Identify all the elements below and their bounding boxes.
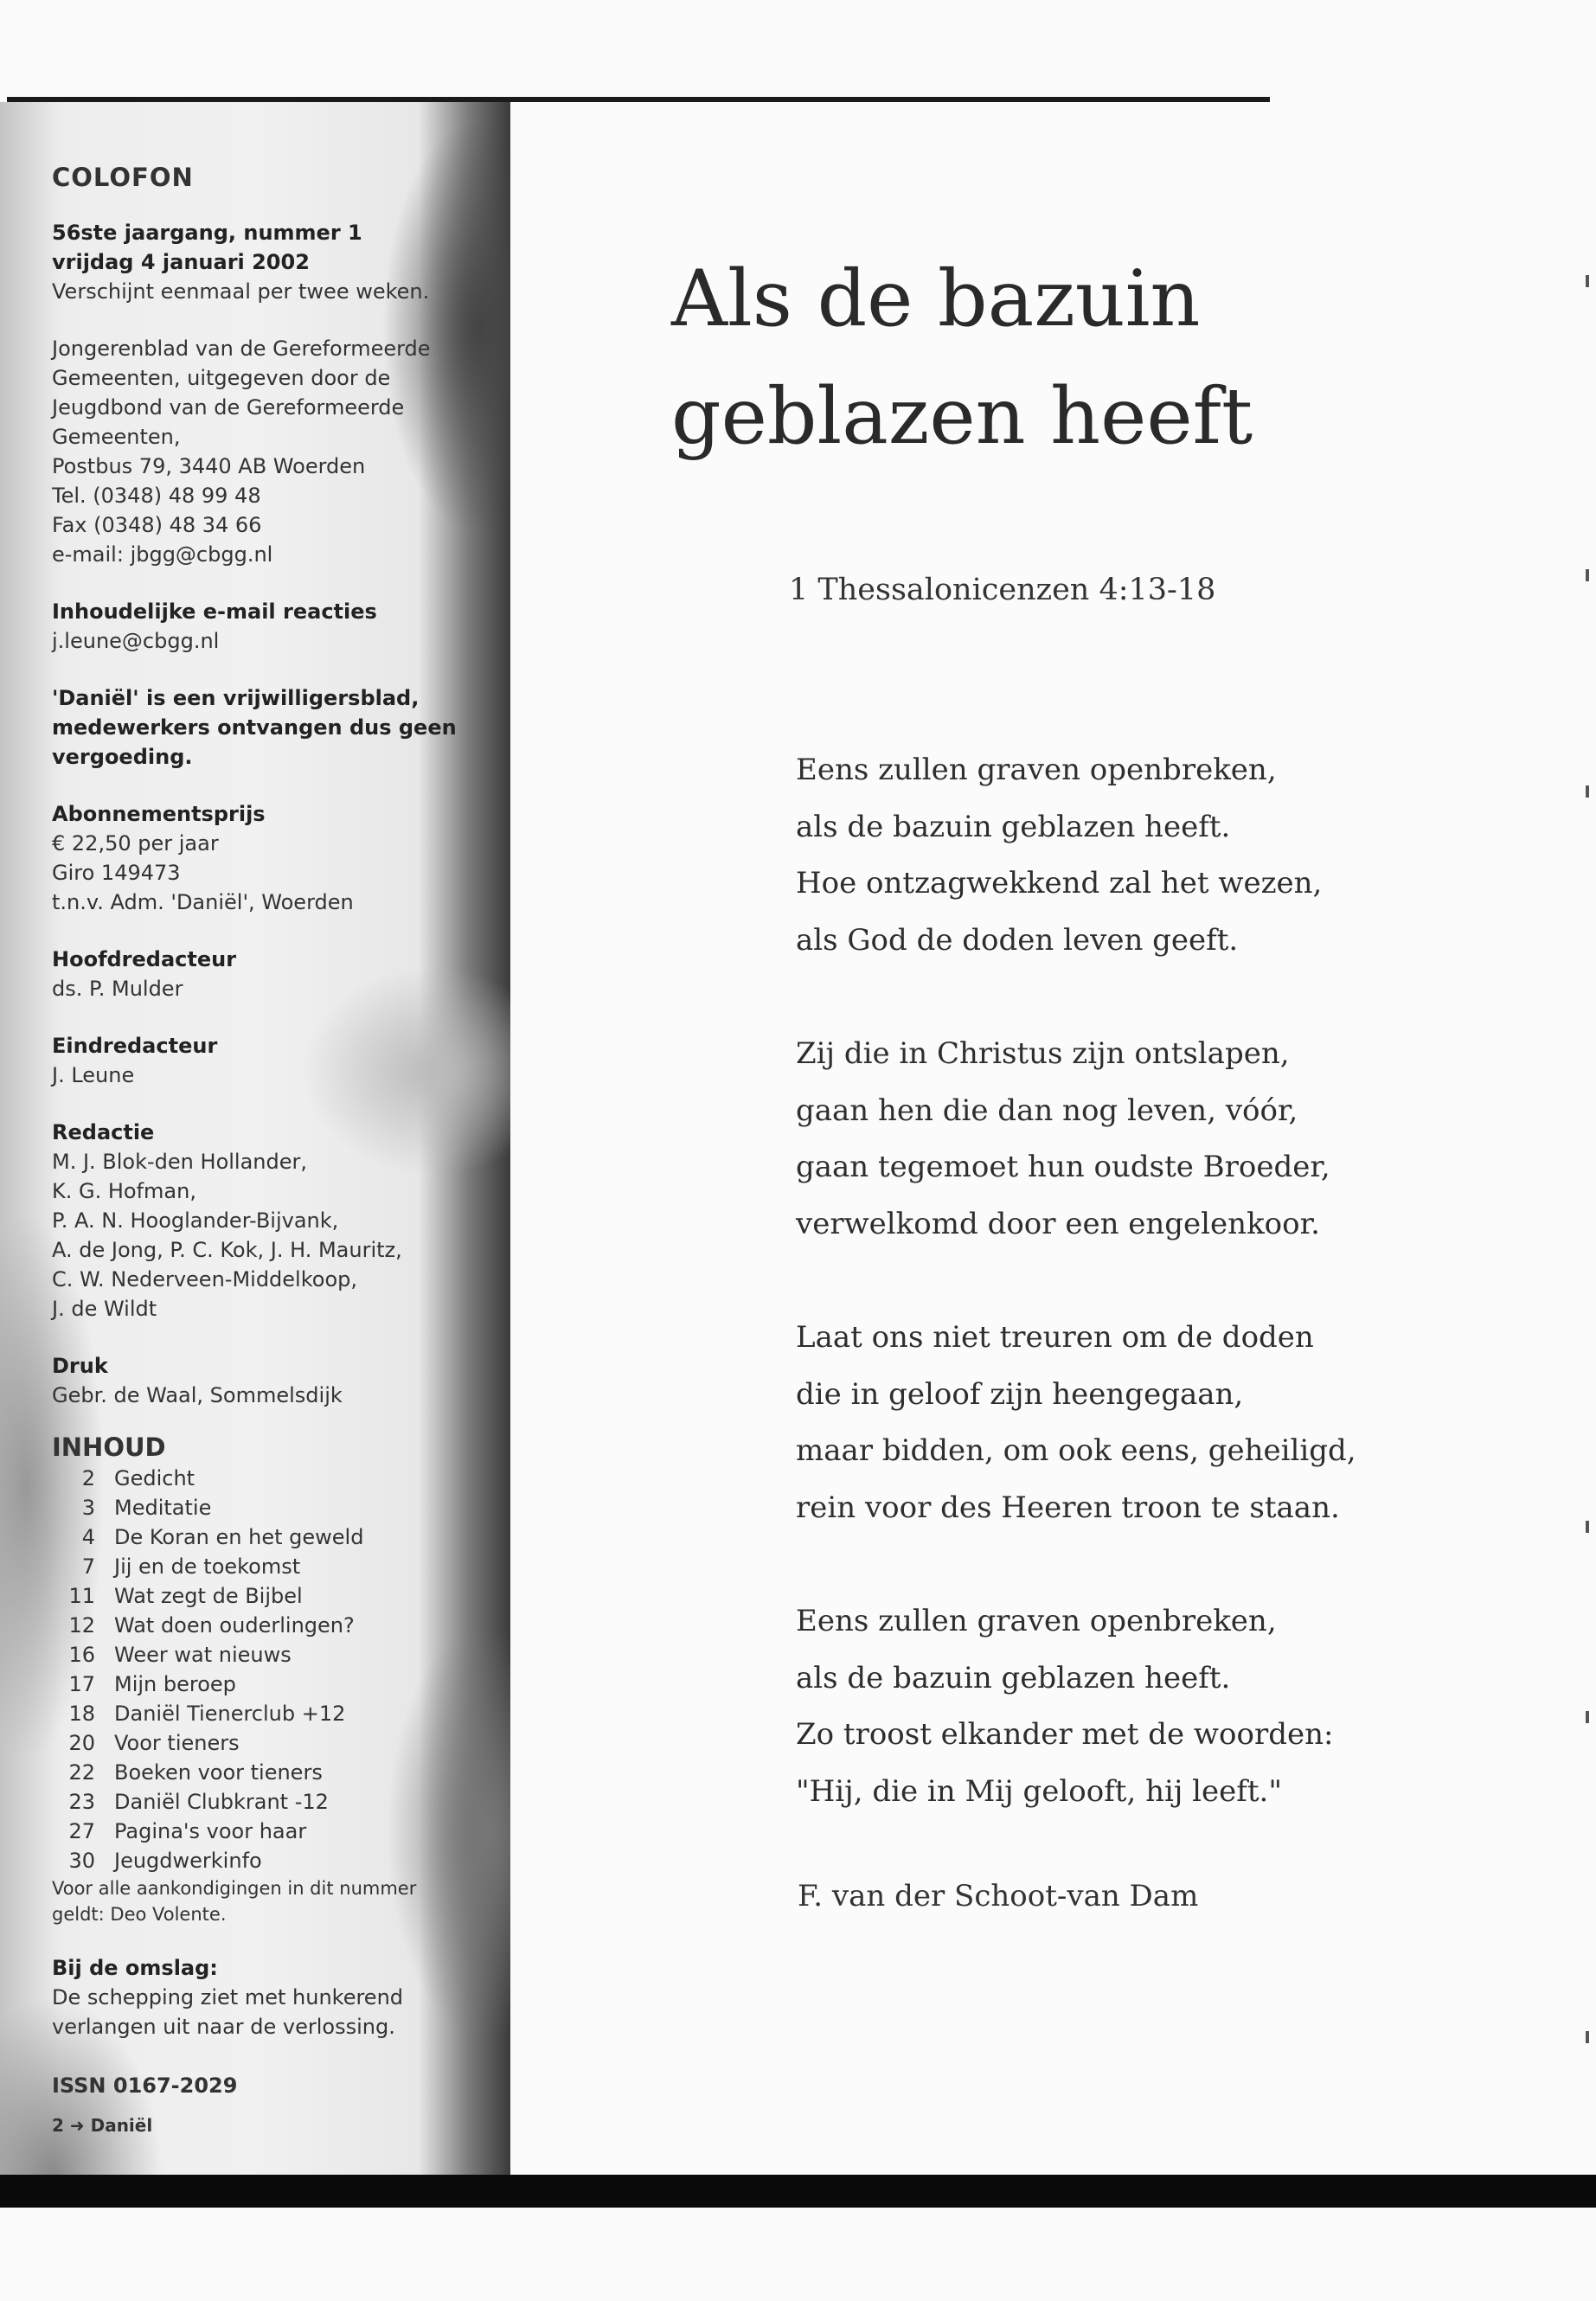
poem-line: Hoe ontzagwekkend zal het wezen, xyxy=(796,866,1323,901)
deo-volente-note xyxy=(52,1875,458,1927)
contents-item xyxy=(52,1611,458,1640)
colofon-sidebar xyxy=(0,102,510,2175)
contents-item xyxy=(52,1758,458,1787)
poem-line: als de bazuin geblazen heeft. xyxy=(796,1660,1231,1695)
poem-line: gaan tegemoet hun oudste Broeder, xyxy=(796,1150,1330,1184)
contents-page: 16 xyxy=(68,1643,95,1667)
issn-number: ISSN 0167-2029 xyxy=(52,2073,238,2098)
colofon-heading: COLOFON xyxy=(52,163,194,192)
contents-page: 20 xyxy=(68,1731,95,1755)
publisher-address: Postbus 79, 3440 AB Woerden xyxy=(52,454,366,478)
chief-editor-name: ds. P. Mulder xyxy=(52,977,183,1001)
contents-title: Wat zegt de Bijbel xyxy=(114,1584,303,1608)
scan-edge-mark xyxy=(1586,1521,1589,1533)
scan-edge-mark xyxy=(1586,1711,1589,1723)
editorial-member: P. A. N. Hooglander-Bijvank, xyxy=(52,1208,339,1233)
contents-page: 7 xyxy=(81,1554,95,1579)
publisher-fax: Fax (0348) 48 34 66 xyxy=(52,513,262,537)
scan-edge-mark xyxy=(1586,785,1589,798)
poem-title-line: Als de bazuin xyxy=(671,253,1201,344)
cover-text: De schepping ziet met hunkerend xyxy=(52,1985,404,2009)
issue-date: vrijdag 4 januari 2002 xyxy=(52,250,310,274)
email-reactions-address: j.leune@cbgg.nl xyxy=(52,629,220,653)
publisher-info xyxy=(52,334,458,569)
contents-title: Meditatie xyxy=(114,1496,212,1520)
print-heading: Druk xyxy=(52,1354,108,1378)
contents-title: De Koran en het geweld xyxy=(114,1525,364,1549)
poem-body xyxy=(796,742,1419,1877)
contents-item xyxy=(52,1787,458,1817)
publisher-line: Gemeenten, uitgegeven door de xyxy=(52,366,391,390)
contents-title: Daniël Clubkrant -12 xyxy=(114,1790,329,1814)
issue-info xyxy=(52,218,458,306)
publisher-email: e-mail: jbgg@cbgg.nl xyxy=(52,542,273,567)
editorial-member: M. J. Blok-den Hollander, xyxy=(52,1150,307,1174)
contents-title: Wat doen ouderlingen? xyxy=(114,1613,355,1638)
editorial-heading: Redactie xyxy=(52,1120,155,1144)
poem-stanza xyxy=(796,1593,1419,1820)
note-line: Voor alle aankondigingen in dit nummer xyxy=(52,1878,417,1899)
final-editor-name: J. Leune xyxy=(52,1063,135,1087)
print-info xyxy=(52,1351,458,1410)
contents-item xyxy=(52,1670,458,1699)
note-line: geldt: Deo Volente. xyxy=(52,1904,227,1925)
email-reactions xyxy=(52,597,458,656)
poem-line: verwelkomd door een engelenkoor. xyxy=(796,1206,1320,1241)
volunteer-line: vergoeding. xyxy=(52,745,193,769)
contents-title: Boeken voor tieners xyxy=(114,1760,323,1785)
poem-line: maar bidden, om ook eens, geheiligd, xyxy=(796,1433,1356,1468)
contents-page: 18 xyxy=(68,1702,95,1726)
poem-line: als de bazuin geblazen heeft. xyxy=(796,809,1231,844)
contents-page: 23 xyxy=(68,1790,95,1814)
contents-title: Voor tieners xyxy=(114,1731,240,1755)
poem-line: als God de doden leven geeft. xyxy=(796,922,1239,958)
cover-info xyxy=(52,1953,458,2041)
scan-edge-mark xyxy=(1586,2031,1589,2043)
contents-page: 2 xyxy=(81,1466,95,1490)
contents-item xyxy=(52,1699,458,1728)
poem-line: die in geloof zijn heengegaan, xyxy=(796,1376,1244,1412)
contents-item xyxy=(52,1493,458,1522)
volunteer-line: 'Daniël' is een vrijwilligersblad, xyxy=(52,686,420,710)
poem-line: "Hij, die in Mij gelooft, hij leeft." xyxy=(796,1773,1282,1809)
final-editor-info xyxy=(52,1031,458,1090)
issue-volume: 56ste jaargang, nummer 1 xyxy=(52,221,362,245)
contents-title: Jeugdwerkinfo xyxy=(114,1849,262,1873)
poem-page xyxy=(510,102,1596,2175)
poem-line: Eens zullen graven openbreken, xyxy=(796,753,1277,787)
scan-bottom-edge xyxy=(0,2175,1596,2208)
editorial-member: C. W. Nederveen-Middelkoop, xyxy=(52,1267,357,1292)
poem-stanza xyxy=(796,1310,1419,1536)
print-name: Gebr. de Waal, Sommelsdijk xyxy=(52,1383,343,1407)
contents-item xyxy=(52,1817,458,1846)
contents-page: 3 xyxy=(81,1496,95,1520)
poem-author: F. van der Schoot-van Dam xyxy=(798,1879,1199,1913)
editorial-member: K. G. Hofman, xyxy=(52,1179,196,1203)
contents-title: Jij en de toekomst xyxy=(114,1554,301,1579)
editorial-board xyxy=(52,1118,458,1324)
contents-title: Daniël Tienerclub +12 xyxy=(114,1702,346,1726)
contents-title: Pagina's voor haar xyxy=(114,1819,307,1843)
editorial-member: J. de Wildt xyxy=(52,1297,157,1321)
scan-edge-mark xyxy=(1586,275,1589,287)
poem-stanza xyxy=(796,742,1419,969)
contents-heading: INHOUD xyxy=(52,1433,166,1462)
contents-page: 30 xyxy=(68,1849,95,1873)
contents-item xyxy=(52,1581,458,1611)
contents-item xyxy=(52,1846,458,1875)
poem-line: Laat ons niet treuren om de doden xyxy=(796,1320,1314,1355)
subscription-giro: Giro 149473 xyxy=(52,861,181,885)
contents-item xyxy=(52,1464,458,1493)
poem-line: Zo troost elkander met de woorden: xyxy=(796,1717,1334,1752)
poem-line: gaan hen die dan nog leven, vóór, xyxy=(796,1093,1298,1128)
poem-line: rein voor des Heeren troon te staan. xyxy=(796,1490,1340,1525)
contents-page: 22 xyxy=(68,1760,95,1785)
subscription-recipient: t.n.v. Adm. 'Daniël', Woerden xyxy=(52,890,354,914)
contents-title: Weer wat nieuws xyxy=(114,1643,292,1667)
contents-title: Mijn beroep xyxy=(114,1672,236,1696)
scan-edge-mark xyxy=(1586,569,1589,581)
publisher-line: Gemeenten, xyxy=(52,425,181,449)
contents-title: Gedicht xyxy=(114,1466,195,1490)
contents-item xyxy=(52,1522,458,1552)
contents-item xyxy=(52,1728,458,1758)
contents-page: 11 xyxy=(68,1584,95,1608)
page-footer-ref: 2 ➜ Daniël xyxy=(52,2115,153,2136)
cover-text: verlangen uit naar de verlossing. xyxy=(52,2015,395,2039)
issue-frequency: Verschijnt eenmaal per twee weken. xyxy=(52,279,430,304)
contents-page: 12 xyxy=(68,1613,95,1638)
volunteer-note xyxy=(52,683,458,772)
subscription-price: € 22,50 per jaar xyxy=(52,831,219,856)
chief-editor-info xyxy=(52,945,458,1003)
contents-item xyxy=(52,1552,458,1581)
publisher-line: Jeugdbond van de Gereformeerde xyxy=(52,395,405,420)
poem-title xyxy=(671,240,1363,476)
publisher-phone: Tel. (0348) 48 99 48 xyxy=(52,484,261,508)
contents-page: 17 xyxy=(68,1672,95,1696)
subscription-heading: Abonnementsprijs xyxy=(52,802,266,826)
publisher-line: Jongerenblad van de Gereformeerde xyxy=(52,336,431,361)
email-reactions-heading: Inhoudelijke e-mail reacties xyxy=(52,599,377,624)
poem-line: Eens zullen graven openbreken, xyxy=(796,1604,1277,1638)
cover-heading: Bij de omslag: xyxy=(52,1956,218,1980)
colofon-text xyxy=(52,163,458,2140)
contents-list xyxy=(52,1464,458,1875)
contents-page: 4 xyxy=(81,1525,95,1549)
bible-reference: 1 Thessalonicenzen 4:13-18 xyxy=(789,573,1216,607)
final-editor-heading: Eindredacteur xyxy=(52,1034,218,1058)
contents-item xyxy=(52,1640,458,1670)
subscription-info xyxy=(52,799,458,917)
chief-editor-heading: Hoofdredacteur xyxy=(52,947,237,971)
editorial-member: A. de Jong, P. C. Kok, J. H. Mauritz, xyxy=(52,1238,402,1262)
poem-stanza xyxy=(796,1026,1419,1253)
contents-page: 27 xyxy=(68,1819,95,1843)
poem-line: Zij die in Christus zijn ontslapen, xyxy=(796,1036,1290,1071)
volunteer-line: medewerkers ontvangen dus geen xyxy=(52,715,457,740)
poem-title-line: geblazen heeft xyxy=(671,371,1253,462)
